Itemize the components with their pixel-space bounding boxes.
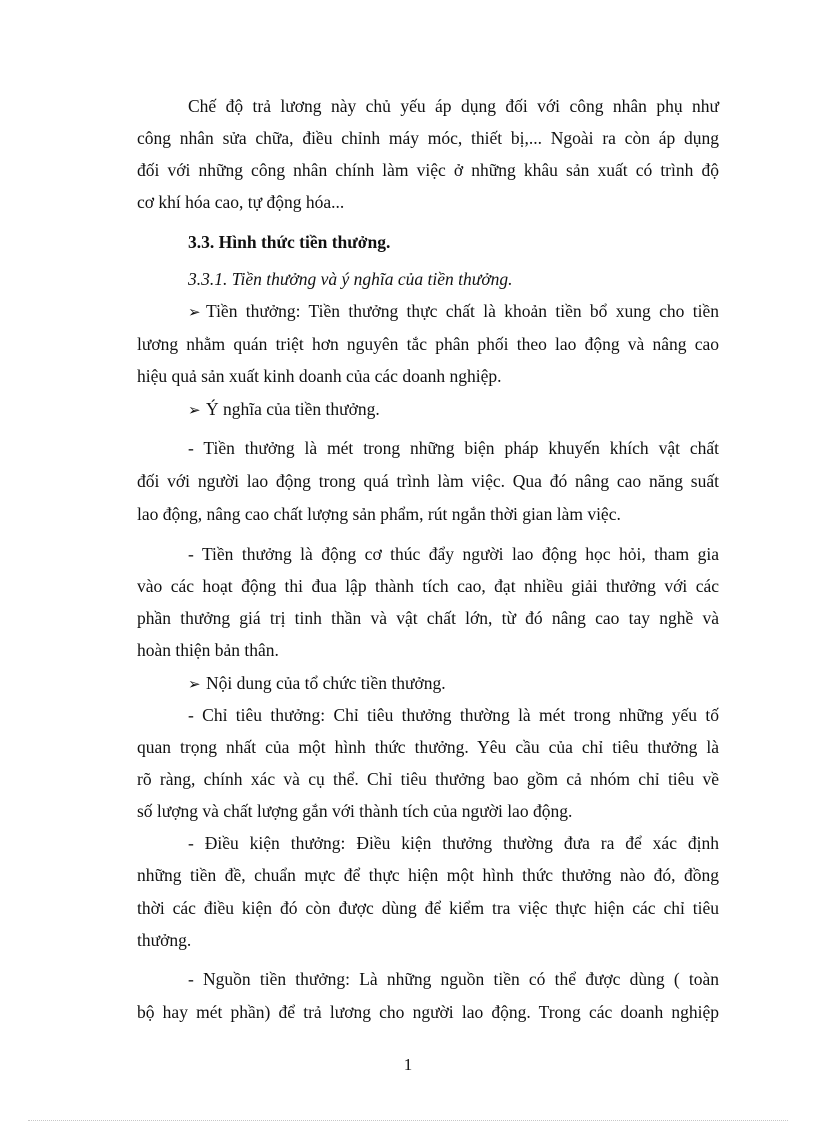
- text-line: hoàn thiện bản thân.: [137, 640, 279, 660]
- text-line: rõ ràng, chính xác và cụ thể. Chỉ tiêu thưởng bao gồm cả nhóm chỉ tiêu về: [137, 769, 719, 789]
- text-line: quan trọng nhất của một hình thức thưởng. Yêu cầu của chỉ tiêu thưởng là: [137, 737, 719, 757]
- section-heading: 3.3. Hình thức tiền thưởng.: [188, 232, 391, 252]
- text-line: [188, 300, 719, 324]
- text-line: thưởng.: [137, 930, 192, 950]
- bullet-text: Tiền thưởng: Tiền thưởng thực chất là khoản tiền bổ xung cho tiền: [206, 301, 719, 321]
- text-line: cơ khí hóa cao, tự động hóa...: [137, 192, 345, 212]
- text-line: Chế độ trả lương này chủ yếu áp dụng đối với công nhân phụ như: [188, 96, 719, 116]
- page-number: 1: [403, 1055, 413, 1074]
- subsection-heading: 3.3.1. Tiền thưởng và ý nghĩa của tiền thưởng.: [188, 269, 513, 289]
- text-line: hiệu quả sản xuất kinh doanh của các doanh nghiệp.: [137, 366, 502, 386]
- text-line: công nhân sửa chữa, điều chỉnh máy móc, thiết bị,... Ngoài ra còn áp dụng: [137, 128, 719, 148]
- arrow-bullet-icon: ➢: [188, 403, 201, 419]
- arrow-bullet-icon: ➢: [188, 305, 201, 321]
- text-line: thời các điều kiện đó còn được dùng để kiểm tra việc thực hiện các chỉ tiêu: [137, 898, 719, 918]
- bullet-text: Nội dung của tổ chức tiền thưởng.: [206, 673, 446, 693]
- footer-divider: [28, 1120, 788, 1121]
- bullet-bonus-meaning: [188, 398, 719, 422]
- text-line: - Tiền thưởng là mét trong những biện pháp khuyến khích vật chất: [188, 438, 719, 458]
- text-line: lao động, nâng cao chất lượng sản phẩm, rút ngắn thời gian làm việc.: [137, 504, 621, 524]
- bullet-text: Ý nghĩa của tiền thưởng.: [206, 399, 380, 419]
- text-line: những tiền đề, chuẩn mực để thực hiện một hình thức thưởng nào đó, đồng: [137, 865, 719, 885]
- text-line: - Nguồn tiền thưởng: Là những nguồn tiền có thể được dùng ( toàn: [188, 969, 719, 989]
- text-line: đối với những công nhân chính làm việc ở những khâu sản xuất có trình độ: [137, 160, 719, 180]
- text-line: lương nhằm quán triệt hơn nguyên tắc phân phối theo lao động và nâng cao: [137, 334, 719, 354]
- text-line: - Tiền thưởng là động cơ thúc đẩy người lao động học hỏi, tham gia: [188, 544, 719, 564]
- bullet-bonus-organization: [188, 672, 719, 696]
- text-line: - Điều kiện thưởng: Điều kiện thưởng thường đưa ra để xác định: [188, 833, 719, 853]
- text-line: vào các hoạt động thi đua lập thành tích cao, đạt nhiều giải thưởng với các: [137, 576, 719, 596]
- text-line: đối với người lao động trong quá trình làm việc. Qua đó nâng cao năng suất: [137, 471, 719, 491]
- text-line: phần thưởng giá trị tinh thần và vật chất lớn, từ đó nâng cao tay nghề và: [137, 608, 719, 628]
- text-line: bộ hay mét phần) để trả lương cho người lao động. Trong các doanh nghiệp: [137, 1002, 719, 1022]
- arrow-bullet-icon: ➢: [188, 677, 201, 693]
- text-line: số lượng và chất lượng gắn với thành tích của người lao động.: [137, 801, 573, 821]
- text-line: - Chỉ tiêu thưởng: Chỉ tiêu thưởng thường là mét trong những yếu tố: [188, 705, 719, 725]
